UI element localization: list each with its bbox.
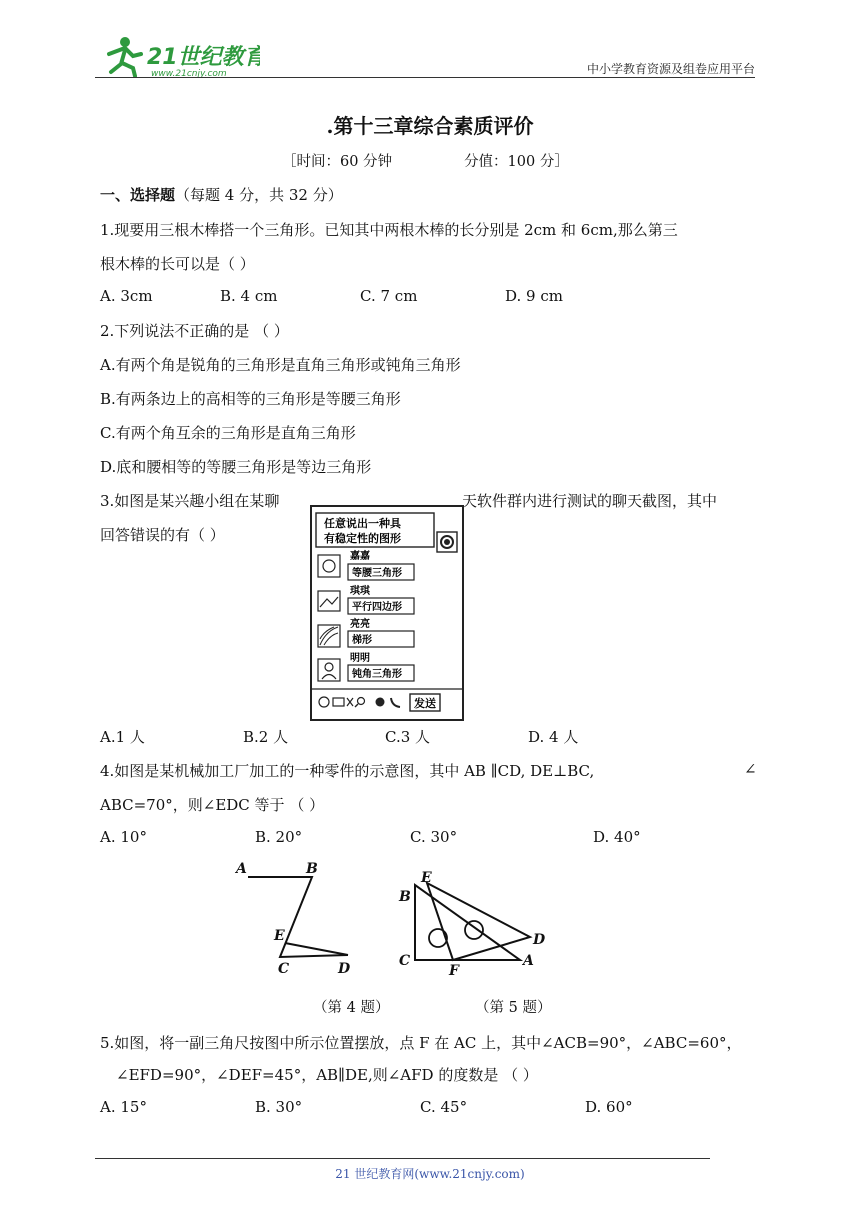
q2-option-b: B.有两条边上的高相等的三角形是等腰三角形 [100,390,401,408]
chat-user-1: 嘉嘉 [350,551,370,562]
record-icon [376,698,385,707]
mail-icon [333,698,344,706]
q4-angle-symbol: ∠ [744,760,757,778]
q4-line2: ABC=70°，则∠EDC 等于 （ ） [100,796,325,814]
q1-option-d: D. 9 cm [505,287,563,305]
chat-answer-2: 平行四边形 [352,602,402,613]
fig4-label-b: B [306,861,318,877]
exam-meta [282,150,569,171]
chat-answer-4: 钝角三角形 [352,669,402,680]
exam-score: 分值：100 分］ [464,154,569,170]
figure-5 [395,865,555,980]
fig4-label-c: C [278,961,290,977]
exam-time: ［时间：60 分钟 [282,154,393,170]
q1-option-c: C. 7 cm [360,287,418,305]
fig5-label-d: D [533,932,546,948]
chat-screenshot-figure [310,505,464,721]
chat-prompt-line1: 任意说出一种具 [324,517,401,530]
site-logo [95,34,260,80]
q2-option-d: D.底和腰相等的等腰三角形是等边三角形 [100,458,372,476]
fig5-label-a: A [523,953,534,969]
emoji-icon [319,697,329,707]
q1-option-b: B. 4 cm [220,287,278,305]
q4-option-a: A. 10° [100,828,147,846]
person-avatar-icon [318,659,340,681]
header-divider [95,77,755,78]
q3-option-d: D. 4 人 [528,728,579,746]
chat-user-4: 明明 [350,653,370,664]
q2-option-a: A.有两个角是锐角的三角形是直角三角形或钝角三角形 [100,356,461,374]
flower-avatar-icon [318,555,340,577]
q5-line2: ∠EFD=90°，∠DEF=45°，AB∥DE,则∠AFD 的度数是 （ ） [116,1066,538,1084]
chat-user-2: 琪琪 [350,586,370,597]
footer-divider [95,1158,710,1159]
scissors-icon [347,698,353,706]
fig5-label-b: B [399,889,411,905]
q4-option-b: B. 20° [255,828,303,846]
section-heading: 一、选择题（每题 4 分，共 32 分） [100,186,343,204]
fig4-label-e: E [274,928,285,944]
header-platform-text: 中小学教育资源及组卷应用平台 [586,62,755,76]
phone-icon [391,698,400,707]
fig5-caption: （第 5 题） [475,1000,552,1016]
q1-line2: 根木棒的长可以是（ ） [100,255,255,273]
fig4-caption: （第 4 题） [313,1000,390,1016]
fig5-label-f: F [449,963,459,979]
q5-option-b: B. 30° [255,1098,303,1116]
q3-option-a: A.1 人 [100,728,145,746]
q1-line1: 1.现要用三根木棒搭一个三角形。已知其中两根木棒的长分别是 2cm 和 6cm,那么第三 [100,221,678,239]
q3-option-c: C.3 人 [385,728,431,746]
q4-line1: 4.如图是某机械加工厂加工的一种零件的示意图，其中 AB ∥CD, DE⊥BC, [100,762,595,780]
figure-4 [230,855,370,980]
q5-line1: 5.如图，将一副三角尺按图中所示位置摆放，点 F 在 AC 上，其中∠ACB=90°，∠ABC=60°， [100,1034,742,1052]
q3-line1b: 天软件群内进行测试的聊天截图，其中 [462,492,718,510]
page-title: .第十三章综合素质评价 [326,114,534,138]
send-label: 发送 [414,697,436,710]
chat-answer-3: 梯形 [352,635,372,646]
fig5-label-c: C [399,953,411,969]
q3-option-b: B.2 人 [243,728,289,746]
q5-option-d: D. 60° [585,1098,633,1116]
search-icon [358,698,365,705]
logo-text: 21世纪教育 [147,45,260,70]
q2-stem: 2.下列说法不正确的是 （ ） [100,322,289,340]
q5-option-a: A. 15° [100,1098,147,1116]
q2-option-c: C.有两个角互余的三角形是直角三角形 [100,424,356,442]
fig4-label-a: A [236,861,247,877]
chat-prompt-line2: 有稳定性的图形 [324,532,401,545]
chat-answer-1: 等腰三角形 [352,568,402,579]
q3-line1a: 3.如图是某兴趣小组在某聊 [100,492,280,510]
q4-option-c: C. 30° [410,828,458,846]
chat-user-3: 亮亮 [350,619,370,630]
fig4-label-d: D [338,961,351,977]
q5-option-c: C. 45° [420,1098,468,1116]
logo-url: www.21cnjy.com [151,69,227,79]
fig5-label-e: E [421,870,432,886]
q3-line2: 回答错误的有（ ） [100,526,225,544]
footer-link[interactable]: 21 世纪教育网(www.21cnjy.com) [335,1167,525,1181]
q4-option-d: D. 40° [593,828,641,846]
q1-option-a: A. 3cm [100,287,153,305]
